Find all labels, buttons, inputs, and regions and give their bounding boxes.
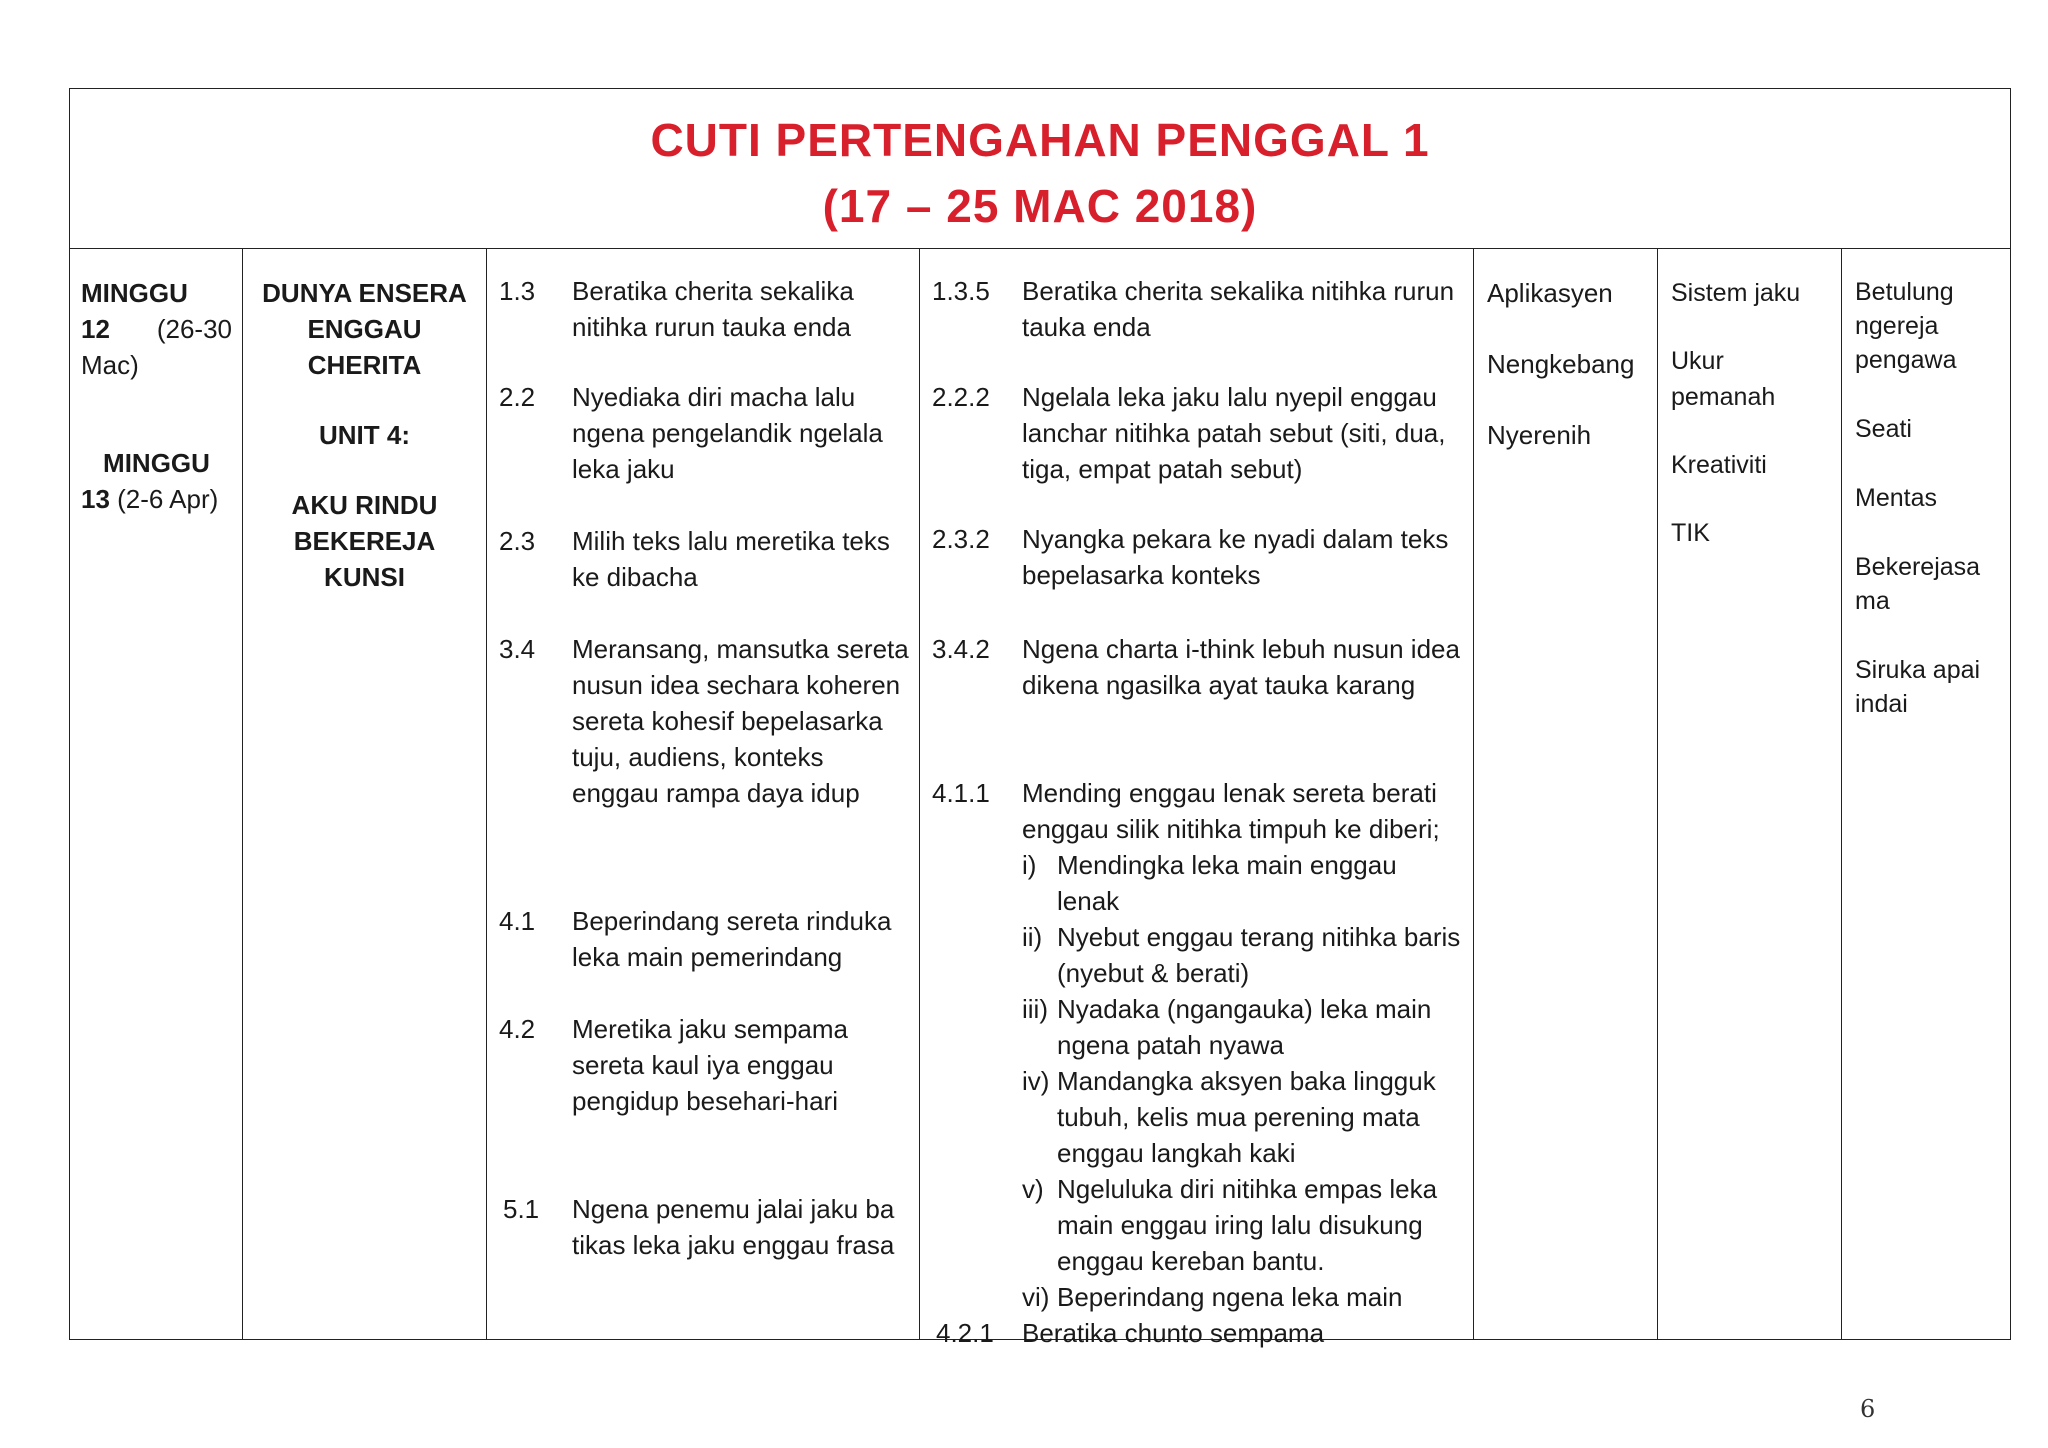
standard-number: 1.3 [499,276,536,306]
value-item: Bekerejasa ma [1855,553,1981,615]
week-label: MINGGU [81,278,188,308]
sub-item-text: Mendingka leka main enggau lenak [1057,850,1397,916]
objective-text: Nyangka pekara ke nyadi dalam teks bepelasarka konteks [1022,524,1449,590]
week-column [70,249,243,1339]
objective-text: Ngelala leka jaku lalu nyepil enggau lanchar nitihka patah sebut (siti, dua, tiga, empat patah sebut) [1022,382,1446,484]
holiday-banner [70,89,2010,249]
objective-number: 2.3.2 [932,524,990,554]
unit-label: UNIT 4: [319,420,410,450]
objective-text: Mending enggau lenak sereta berati enggau silik nitihka timpuh ke diberi; [1022,778,1440,844]
sub-item-numeral: iii) [1022,994,1048,1024]
sub-item-text: Ngeluluka diri nitihka empas leka main enggau iring lalu disukung enggau kereban bantu. [1057,1174,1438,1276]
skills-column [1474,249,1658,1339]
theme-line: ENGGAU [307,314,422,344]
unit-title-line: KUNSI [324,562,405,592]
standard-text: Meretika jaku sempama sereta kaul iya enggau pengidup besehari-hari [572,1014,848,1116]
standard-text: Ngena penemu jalai jaku ba tikas leka jaku enggau frasa [572,1194,895,1260]
standard-text: Beratika cherita sekalika nitihka rurun tauka enda [572,276,854,342]
objective-number: 3.4.2 [932,634,990,664]
value-item: Mentas [1855,484,1937,512]
sub-item-numeral: v) [1022,1174,1044,1204]
element-item: Sistem jaku [1671,279,1801,307]
standard-text: Nyediaka diri macha lalu ngena pengelandik ngelala leka jaku [572,382,883,484]
learning-standards-column [920,249,1474,1348]
objective-number: 1.3.5 [932,276,990,306]
sub-item-numeral: iv) [1022,1066,1050,1096]
week-label: MINGGU [103,448,210,478]
theme-line: CHERITA [307,350,422,380]
standard-number: 2.2 [499,382,536,412]
unit-title-line: AKU RINDU [291,490,438,520]
skill-item: Aplikasyen [1487,278,1613,308]
skill-item: Nyerenih [1487,420,1592,450]
objective-text: Beratika chunto sempama [1022,1318,1325,1348]
content-standards-column [487,249,920,1339]
week-date: (26-30 [156,314,232,344]
standard-number: 2.3 [499,526,536,556]
week-date: (2-6 Apr) [109,484,219,514]
objective-number: 4.2.1 [936,1318,994,1348]
value-item: Seati [1855,415,1912,443]
standard-number: 3.4 [499,634,536,664]
standard-text: Meransang, mansutka sereta nusun idea sechara koheren sereta kohesif bepelasarka tuju, audiens, konteks enggau rampa daya idup [572,634,909,808]
page-number: 6 [1860,1395,1876,1423]
element-item: Ukur pemanah [1671,347,1776,411]
standard-number: 5.1 [503,1194,540,1224]
objective-text: Beratika cherita sekalika nitihka rurun tauka enda [1022,276,1455,342]
week-number: 12 [81,314,110,344]
week-13 [81,445,232,517]
lesson-plan-table [69,88,2011,1348]
element-item: Kreativiti [1671,451,1767,479]
standard-number: 4.2 [499,1014,536,1044]
week-12 [81,275,232,383]
standard-number: 4.1 [499,906,536,936]
banner-title: CUTI PERTENGAHAN PENGGAL 1 [650,114,1430,166]
elements-column [1658,249,1842,1339]
standard-text: Milih teks lalu meretika teks ke dibacha [572,526,890,592]
standard-text: Beperindang sereta rinduka leka main pemerindang [572,906,892,972]
objective-text: Ngena charta i-think lebuh nusun idea dikena ngasilka ayat tauka karang [1022,634,1460,700]
banner-dates: (17 – 25 MAC 2018) [822,180,1258,232]
sub-item-text: Nyebut enggau terang nitihka baris (nyebut & berati) [1057,922,1461,988]
theme-column [243,249,487,1339]
week-date-end: Mac) [81,350,139,380]
element-item: TIK [1671,519,1710,547]
week-number: 13 [81,484,110,514]
value-item: Siruka apai indai [1855,656,1981,718]
sub-item-numeral: ii) [1022,922,1043,952]
skill-item: Nengkebang [1487,349,1635,379]
sub-item-text: Mandangka aksyen baka lingguk tubuh, kelis mua perening mata enggau langkah kaki [1057,1066,1436,1168]
objective-number: 4.1.1 [932,778,990,808]
sub-item-text: Nyadaka (ngangauka) leka main ngena patah nyawa [1057,994,1432,1060]
value-item: Betulung ngereja pengawa [1855,278,1957,374]
objective-number: 2.2.2 [932,382,990,412]
theme-line: DUNYA ENSERA [262,278,467,308]
unit-title-line: BEKEREJA [293,526,436,556]
values-column [1842,249,2012,1339]
sub-item-text: Beperindang ngena leka main [1057,1282,1403,1312]
sub-item-numeral: vi) [1022,1282,1050,1312]
sub-item-numeral: i) [1022,850,1037,880]
